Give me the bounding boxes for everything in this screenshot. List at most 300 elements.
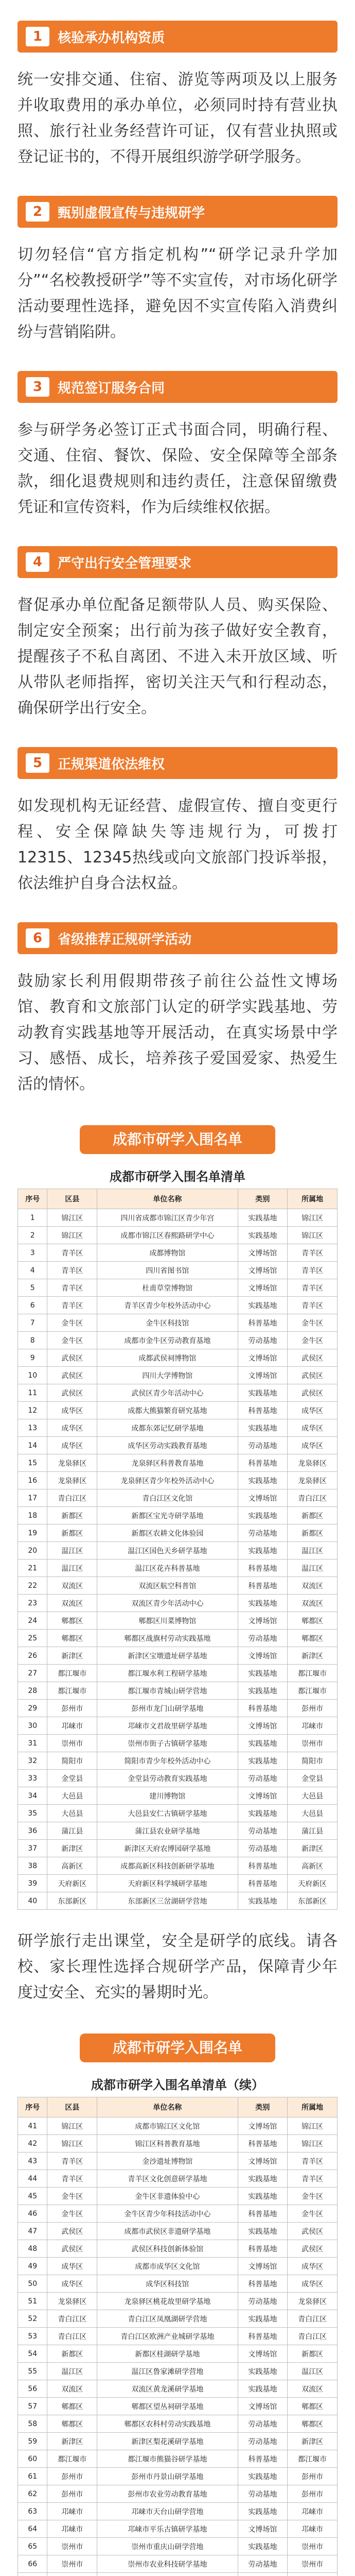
section-paragraph: 鼓励家长利用假期带孩子前往公益性文博场馆、教育和文旅部门认定的研学实践基地、劳动教育实践基地等开展活动，在真实场景中学习、感悟、成长，培养孩子爱国爱家、热爱生活的情怀。: [17, 972, 338, 1093]
table-cell: 金堂县: [47, 1770, 97, 1787]
table-cell: 1: [18, 1209, 47, 1227]
table-cell: 武侯区青少年活动中心: [97, 1384, 238, 1402]
table-cell: 邛崃市: [47, 2503, 97, 2520]
section-header: [17, 21, 338, 53]
table-cell: 文博场馆: [238, 1349, 288, 1367]
table-cell: 新津区: [47, 2433, 97, 2450]
table-cell: 21: [18, 1560, 47, 1577]
table-cell: 文博场馆: [238, 2258, 288, 2275]
table-cell: 53: [18, 2328, 47, 2345]
table-cell: 26: [18, 1647, 47, 1665]
table-cell: 武侯区: [288, 2240, 338, 2258]
column-header: 序号: [18, 1189, 47, 1209]
table-cell: [18, 2573, 47, 2576]
table-cell: 四川省成都市锦江区青少年宫: [97, 1209, 238, 1227]
table-row: [18, 1349, 338, 1367]
table-cell: 都江堰市青城山研学营地: [97, 1682, 238, 1700]
table-cell: 实践基地: [238, 1682, 288, 1700]
table-cell: 青羊区: [288, 1244, 338, 1262]
column-header: 序号: [18, 2097, 47, 2117]
table-cell: 龙泉驿区桃花故里研学基地: [97, 2293, 238, 2310]
article-body: [17, 21, 338, 1097]
table-cell: 19: [18, 1524, 47, 1542]
table-cell: 锦江区: [288, 1209, 338, 1227]
table-cell: 龙泉驿区科普教育基地: [97, 1454, 238, 1472]
table-row: [18, 1297, 338, 1314]
table-cell: 16: [18, 1472, 47, 1489]
table-cell: 实践基地: [238, 2170, 288, 2188]
table-cell: 新都区: [47, 1524, 97, 1542]
table-cell: 劳动基地: [238, 1332, 288, 1349]
table-cell: 金牛区: [288, 2205, 338, 2223]
table-cell: 郫都区: [288, 1630, 338, 1647]
table-cell: 武侯区: [288, 2223, 338, 2240]
table-cell: 42: [18, 2135, 47, 2153]
table-row: [18, 1577, 338, 1595]
table-row: [18, 2310, 338, 2328]
table-cell: 劳动基地: [238, 1630, 288, 1647]
table-cell: 新都区: [288, 1524, 338, 1542]
table-cell: 双流区: [288, 1595, 338, 1612]
table-cell: 新津区天府农博园研学基地: [97, 1840, 238, 1857]
table-cell: 文博场馆: [238, 1489, 288, 1507]
table-cell: 龙泉驿区: [47, 2293, 97, 2310]
table-row: [18, 2170, 338, 2188]
table-cell: 锦江区: [288, 2117, 338, 2135]
table-cell: 成都武侯祠博物馆: [97, 1349, 238, 1367]
table-cell: 实践基地: [238, 1542, 288, 1560]
table-cell: 简阳市: [47, 1752, 97, 1770]
section-title: 规范签订服务合同: [58, 380, 165, 396]
table-cell: 新津区宝墩遗址研学基地: [97, 1647, 238, 1665]
table-cell: 成华区: [288, 2275, 338, 2293]
table-cell: 金牛区科技馆: [97, 1314, 238, 1332]
table-cell: 新津区梨花溪研学基地: [97, 2433, 238, 2450]
table-cell: 双流区航空科普馆: [97, 1577, 238, 1595]
table-cell: 实践基地: [238, 2188, 288, 2205]
column-header: 区县: [47, 2097, 97, 2117]
table-cell: 文博场馆: [238, 1262, 288, 1279]
table-cell: 6: [18, 1297, 47, 1314]
table-cell: 青羊区: [288, 1297, 338, 1314]
table-row: [18, 1595, 338, 1612]
table-cell: 邛崃市文君故里研学基地: [97, 1717, 238, 1735]
table-row: [18, 1209, 338, 1227]
table-cell: 青白江区: [47, 1489, 97, 1507]
table-cell: 成都市金牛区劳动教育基地: [97, 1332, 238, 1349]
table-cell: 40: [18, 1892, 47, 1910]
table-cell: 实践基地: [238, 2468, 288, 2485]
table-cell: 龙泉驿区: [47, 1454, 97, 1472]
table-cell: 劳动基地: [238, 1840, 288, 1857]
table-cell: 56: [18, 2380, 47, 2398]
table-cell: 蒲江县农业研学基地: [97, 1822, 238, 1840]
table-cell: 温江区: [288, 2363, 338, 2380]
table-cell: 23: [18, 1595, 47, 1612]
table-cell: 都江堰市: [47, 2450, 97, 2468]
table-cell: 科普基地: [238, 1857, 288, 1875]
table-cell: 15: [18, 1454, 47, 1472]
table-row: [18, 1524, 338, 1542]
table-2-title: 成都市研学入围名单清单（续）: [91, 2078, 264, 2092]
table-cell: 龙泉驿区: [47, 1472, 97, 1489]
table-cell: 科普基地: [238, 2135, 288, 2153]
table-cell: 青羊区: [47, 1279, 97, 1297]
table-row: [18, 1822, 338, 1840]
table-row: [18, 1752, 338, 1770]
table-cell: 四川省图书馆: [97, 1262, 238, 1279]
table-cell: 4: [18, 1262, 47, 1279]
table-cell: 邛崃市平乐古镇研学基地: [97, 2520, 238, 2538]
table-row: [18, 1560, 338, 1577]
column-header: 单位名称: [97, 1189, 238, 1209]
column-header: 所属地: [288, 1189, 338, 1209]
table-cell: 武侯区: [288, 1384, 338, 1402]
table-cell: 3: [18, 1244, 47, 1262]
table-cell: 科普基地: [238, 1454, 288, 1472]
table-cell: 61: [18, 2468, 47, 2485]
table-cell: 简阳市青少年校外活动中心: [97, 1752, 238, 1770]
table-cell: 文博场馆: [238, 1244, 288, 1262]
table-cell: 13: [18, 1419, 47, 1437]
closing-note: 研学旅行走出课堂，安全是研学的底线。请各校、家长理性选择合规研学产品，保障青少年度过安全、充实的暑期时光。: [17, 1932, 338, 2002]
section-header: [17, 922, 338, 954]
table-cell: 科普基地: [238, 2328, 288, 2345]
table-cell: 科普基地: [238, 2450, 288, 2468]
table-row: [18, 2117, 338, 2135]
table-cell: 邛崃市: [288, 2520, 338, 2538]
table-cell: 实践基地: [238, 2223, 288, 2240]
table-cell: 57: [18, 2398, 47, 2415]
table-cell: 62: [18, 2485, 47, 2503]
table-cell: 43: [18, 2153, 47, 2170]
table-cell: 郫都区: [47, 2415, 97, 2433]
section-header: [17, 371, 338, 403]
table-cell: [238, 2573, 288, 2576]
section-number-badge: 4: [26, 552, 49, 572]
table-row: [18, 2345, 338, 2363]
table-row: [18, 1384, 338, 1402]
table-cell: 青羊区: [47, 2153, 97, 2170]
table-cell: 郫都区农科村劳动实践基地: [97, 2415, 238, 2433]
table-row: [18, 2258, 338, 2275]
table-row: [18, 1630, 338, 1647]
section-header: [17, 747, 338, 779]
table-row: [18, 1875, 338, 1892]
section-title: 核验承办机构资质: [58, 30, 165, 46]
table-cell: 9: [18, 1349, 47, 1367]
table-cell: 35: [18, 1805, 47, 1822]
table-cell: 60: [18, 2450, 47, 2468]
table-cell: 天府新区: [47, 1875, 97, 1892]
section-paragraph: 统一安排交通、住宿、游览等两项及以上服务并收取费用的承办单位，必须同时持有营业执照、旅行社业务经营许可证，仅有营业执照或登记证书的，不得开展组织游学研学服务。: [17, 71, 338, 166]
table-row: [18, 2503, 338, 2520]
table-cell: 金牛区: [288, 2188, 338, 2205]
table-cell: 41: [18, 2117, 47, 2135]
table-header-row: [18, 2097, 338, 2117]
table-cell: 彭州市龙门山研学基地: [97, 1700, 238, 1717]
table-cell: 新都区宝光寺研学基地: [97, 1507, 238, 1524]
table-cell: 成华区: [47, 1419, 97, 1437]
table-cell: 48: [18, 2240, 47, 2258]
table-cell: 金牛区: [47, 1332, 97, 1349]
table-cell: 54: [18, 2345, 47, 2363]
table-cell: 科普基地: [238, 2205, 288, 2223]
table-cell: 科普基地: [238, 1560, 288, 1577]
table-cell: 温江区: [47, 1560, 97, 1577]
table-row: [18, 2328, 338, 2345]
table-cell: 成华区: [47, 1402, 97, 1419]
table-cell: 新都区: [47, 1507, 97, 1524]
table-cell: 51: [18, 2293, 47, 2310]
table-row: [18, 1507, 338, 1524]
table-cell: 实践基地: [238, 2538, 288, 2555]
table-cell: 文博场馆: [238, 1279, 288, 1297]
table-cell: 彭州市农业劳动教育基地: [97, 2485, 238, 2503]
table-row: [18, 1787, 338, 1805]
table-cell: 郫都区: [288, 2398, 338, 2415]
table-cell: 锦江区: [288, 1227, 338, 1244]
table-cell: 彭州市: [47, 1700, 97, 1717]
table-cell: 39: [18, 1875, 47, 1892]
column-header: 所属地: [288, 2097, 338, 2117]
table-cell: 成都市武侯区非遗研学基地: [97, 2223, 238, 2240]
table-cell: 青羊区青少年校外活动中心: [97, 1297, 238, 1314]
table-cell: 金堂县: [288, 1770, 338, 1787]
table-cell: 温江区国色天乡研学基地: [97, 1542, 238, 1560]
table-cell: 崇州市: [288, 2538, 338, 2555]
table-cell: 成华区: [47, 2275, 97, 2293]
table-cell: 郫都区: [47, 1612, 97, 1630]
table-row: [18, 2240, 338, 2258]
section-number-badge: 1: [26, 27, 49, 46]
table-row: [18, 1857, 338, 1875]
table-cell: 实践基地: [238, 1507, 288, 1524]
list-banner-1: 成都市研学入围名单: [80, 1125, 275, 1154]
table-cell: 崇州市: [47, 1735, 97, 1752]
table-cell: 28: [18, 1682, 47, 1700]
table-cell: 成华区: [288, 1402, 338, 1419]
table-cell: 科普基地: [238, 1875, 288, 1892]
table-cell: 新都区农耕文化体验园: [97, 1524, 238, 1542]
institution-table-2: [17, 2097, 338, 2576]
table-cell: 郫都区战旗村劳动实践基地: [97, 1630, 238, 1647]
table-row: [18, 2468, 338, 2485]
table-cell: 邛崃市: [47, 1717, 97, 1735]
table-cell: 双流区: [47, 1577, 97, 1595]
table-cell: 劳动基地: [238, 2555, 288, 2573]
table-cell: 青羊区: [288, 1262, 338, 1279]
table-cell: 实践基地: [238, 1892, 288, 1910]
table-row: [18, 1472, 338, 1489]
table-cell: 崇州市农业科技研学基地: [97, 2555, 238, 2573]
table-cell: 31: [18, 1735, 47, 1752]
table-cell: 龙泉驿区: [288, 2293, 338, 2310]
table-cell: 高新区: [288, 1857, 338, 1875]
table-cell: 金牛区: [47, 2205, 97, 2223]
table-cell: 5: [18, 1279, 47, 1297]
table-cell: 22: [18, 1577, 47, 1595]
table-cell: 47: [18, 2223, 47, 2240]
table-cell: 45: [18, 2188, 47, 2205]
table-row: [18, 1367, 338, 1384]
table-cell: 科普基地: [238, 1700, 288, 1717]
table-cell: 18: [18, 1507, 47, 1524]
table-cell: 实践基地: [238, 2363, 288, 2380]
table-cell: 实践基地: [238, 1472, 288, 1489]
table-cell: 37: [18, 1840, 47, 1857]
table-cell: [97, 2573, 238, 2576]
table-cell: 都江堰市: [288, 2450, 338, 2468]
table-cell: 双流区: [288, 2380, 338, 2398]
table-cell: 金牛区: [288, 1314, 338, 1332]
table-cell: 彭州市: [288, 2468, 338, 2485]
table-cell: 46: [18, 2205, 47, 2223]
table-row: [18, 1612, 338, 1630]
table-row: [18, 1735, 338, 1752]
table-cell: [47, 2573, 97, 2576]
column-header: 单位名称: [97, 2097, 238, 2117]
table-cell: 成华区: [288, 1437, 338, 1454]
table-cell: 东部新区: [47, 1892, 97, 1910]
table-cell: 双流区青少年活动中心: [97, 1595, 238, 1612]
table-row: [18, 2188, 338, 2205]
table-cell: 实践基地: [238, 1752, 288, 1770]
table-cell: 双流区黄龙溪研学基地: [97, 2380, 238, 2398]
section-paragraph: 参与研学务必签订正式书面合同，明确行程、交通、住宿、餐饮、保险、安全保障等全部条款，细化退费规则和违约责任，注意保留缴费凭证和宣传资料，作为后续维权依据。: [17, 421, 338, 516]
table-cell: 都江堰市: [288, 1682, 338, 1700]
table-row: [18, 1840, 338, 1857]
table-cell: 锦江区: [288, 2135, 338, 2153]
table-cell: 实践基地: [238, 1297, 288, 1314]
table-cell: 64: [18, 2520, 47, 2538]
table-row: [18, 1665, 338, 1682]
table-row: [18, 1770, 338, 1787]
table-cell: 新都区: [47, 2345, 97, 2363]
table-cell: 劳动基地: [238, 1770, 288, 1787]
table-cell: 成都东郊记忆研学基地: [97, 1419, 238, 1437]
table-cell: 青羊区: [47, 1244, 97, 1262]
table-cell: 新都区: [288, 2345, 338, 2363]
section-number-badge: 3: [26, 377, 49, 397]
table-cell: 青白江区: [288, 2310, 338, 2328]
table-row: [18, 1419, 338, 1437]
section-title: 正规渠道依法维权: [58, 756, 165, 772]
table-row: [18, 2573, 338, 2576]
table-cell: 青白江区凤凰湖研学营地: [97, 2310, 238, 2328]
table-cell: 郫都区: [47, 1630, 97, 1647]
table-cell: 成都高新区科技创新研学基地: [97, 1857, 238, 1875]
section-header: [17, 546, 338, 578]
table-row: [18, 1542, 338, 1560]
table-row: [18, 1717, 338, 1735]
table-cell: 东部新区: [288, 1892, 338, 1910]
table-cell: 青白江区: [47, 2310, 97, 2328]
table-cell: 36: [18, 1822, 47, 1840]
table-cell: 55: [18, 2363, 47, 2380]
table-cell: 新津区: [288, 1840, 338, 1857]
table-row: [18, 2135, 338, 2153]
table-cell: 劳动基地: [238, 2433, 288, 2450]
table-cell: 24: [18, 1612, 47, 1630]
table-cell: 实践基地: [238, 1227, 288, 1244]
table-cell: 文博场馆: [238, 2520, 288, 2538]
table-cell: 34: [18, 1787, 47, 1805]
table-cell: 劳动基地: [238, 2293, 288, 2310]
table-cell: 杜甫草堂博物馆: [97, 1279, 238, 1297]
table-cell: 蒲江县: [47, 1822, 97, 1840]
table-cell: 科普基地: [238, 1402, 288, 1419]
table-cell: 文博场馆: [238, 2398, 288, 2415]
table-cell: 崇州市: [288, 1735, 338, 1752]
table-cell: 金牛区非遗体验中心: [97, 2188, 238, 2205]
table-cell: 新津区: [288, 2433, 338, 2450]
table-cell: 建川博物馆: [97, 1787, 238, 1805]
table-cell: 65: [18, 2538, 47, 2555]
table-cell: 成都市锦江区文化馆: [97, 2117, 238, 2135]
table-cell: 锦江区: [47, 1227, 97, 1244]
institution-table-1: [17, 1189, 338, 1910]
table-cell: 四川大学博物馆: [97, 1367, 238, 1384]
table-cell: 锦江区: [47, 1209, 97, 1227]
table-cell: 实践基地: [238, 1209, 288, 1227]
table-cell: 大邑县: [288, 1787, 338, 1805]
table-cell: 龙泉驿区: [288, 1472, 338, 1489]
table-cell: 郫都区望丛祠研学基地: [97, 2398, 238, 2415]
table-cell: 20: [18, 1542, 47, 1560]
table-cell: 成华区: [47, 2258, 97, 2275]
table-cell: 郫都区川菜博物馆: [97, 1612, 238, 1630]
table-cell: 青羊区文化创意研学基地: [97, 2170, 238, 2188]
table-cell: 青白江区: [47, 2328, 97, 2345]
table-1-title: 成都市研学入围名单清单: [110, 1170, 245, 1184]
table-cell: 简阳市: [288, 1752, 338, 1770]
table-row: [18, 1647, 338, 1665]
table-cell: 11: [18, 1384, 47, 1402]
table-cell: 文博场馆: [238, 1647, 288, 1665]
table-cell: 青羊区: [47, 1262, 97, 1279]
table-cell: 双流区: [47, 2380, 97, 2398]
table-cell: 龙泉驿区青少年校外活动中心: [97, 1472, 238, 1489]
table-cell: 崇州市: [47, 2538, 97, 2555]
table-cell: 劳动基地: [238, 1822, 288, 1840]
table-2-wrap: [17, 2075, 338, 2576]
table-cell: 金牛区: [47, 1314, 97, 1332]
table-row: [18, 1892, 338, 1910]
section-title: 严守出行安全管理要求: [58, 555, 192, 571]
table-cell: 邛崃市: [288, 2503, 338, 2520]
table-cell: 锦江区: [47, 2135, 97, 2153]
table-cell: 温江区: [47, 2363, 97, 2380]
table-row: [18, 2380, 338, 2398]
section-number-badge: 2: [26, 202, 49, 222]
table-cell: 8: [18, 1332, 47, 1349]
table-cell: 成华区: [288, 2258, 338, 2275]
table-cell: 科普基地: [238, 2240, 288, 2258]
table-cell: 都江堰市: [47, 1682, 97, 1700]
table-cell: 成都市锦江区春熙路研学中心: [97, 1227, 238, 1244]
section-paragraph: 切勿轻信“官方指定机构”“研学记录升学加分”“名校教授研学”等不实宣传，对市场化研学活动要理性选择，避免因不实宣传陷入消费纠纷与营销陷阱。: [17, 246, 338, 341]
table-row: [18, 1805, 338, 1822]
table-row: [18, 1262, 338, 1279]
table-cell: 彭州市: [288, 1700, 338, 1717]
table-cell: 科普基地: [238, 2275, 288, 2293]
table-cell: 成华区劳动实践教育基地: [97, 1437, 238, 1454]
table-cell: 郫都区: [288, 1612, 338, 1630]
table-cell: 44: [18, 2170, 47, 2188]
table-cell: 58: [18, 2415, 47, 2433]
table-cell: 新都区桂湖研学基地: [97, 2345, 238, 2363]
